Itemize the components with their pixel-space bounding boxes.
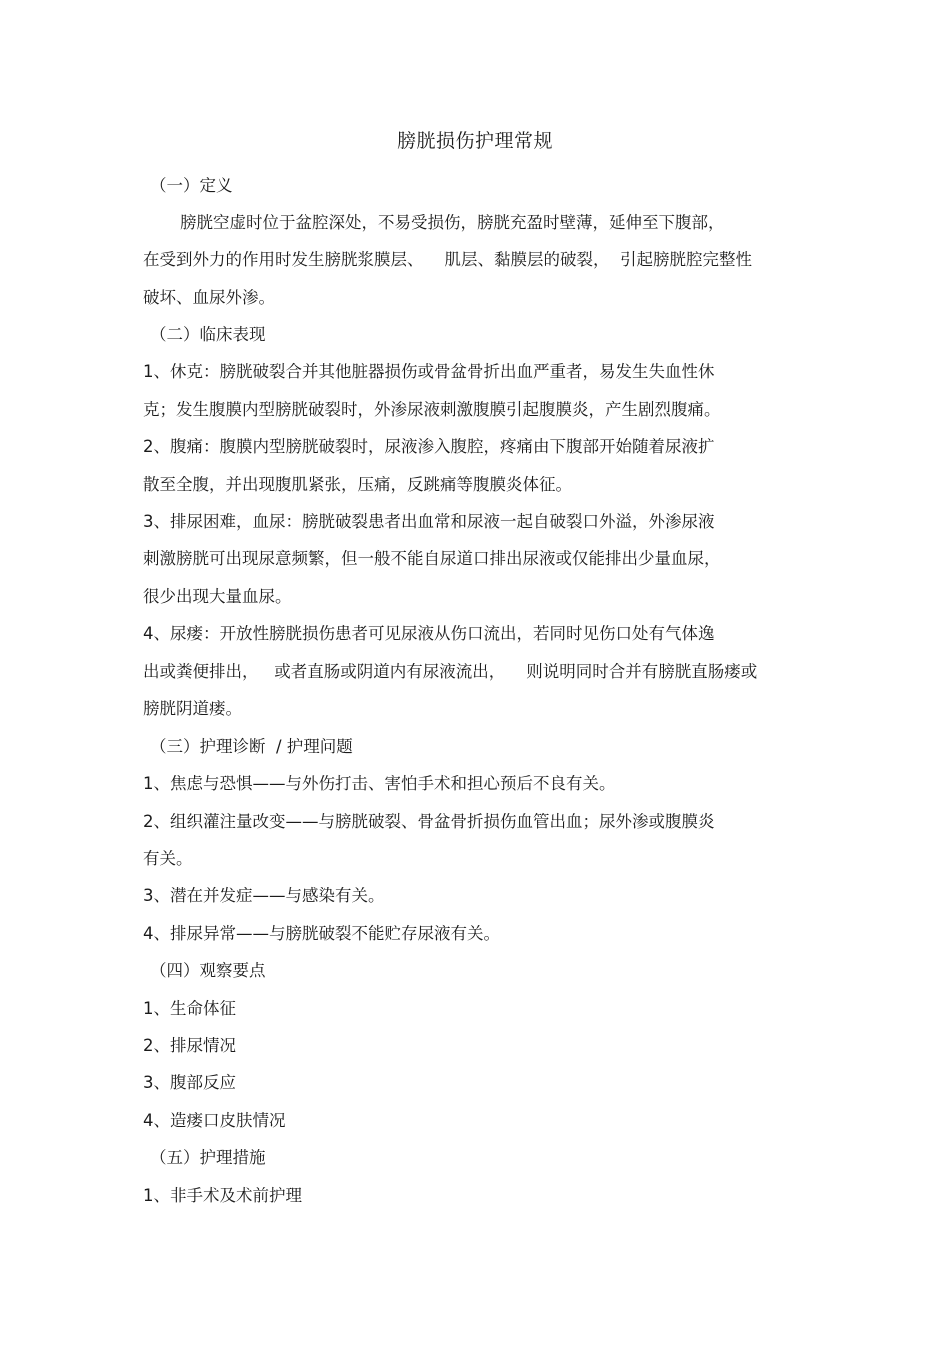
paragraph-line: 3、排尿困难，血尿：膀胱破裂患者出血常和尿液一起自破裂口外溢，外渗尿液 xyxy=(143,512,715,531)
list-item: 4、造瘘口皮肤情况 xyxy=(143,1111,286,1130)
paragraph-line: 4、尿瘘：开放性膀胱损伤患者可见尿液从伤口流出，若同时见伤口处有气体逸 xyxy=(143,624,715,643)
paragraph-line: 有关。 xyxy=(143,849,193,868)
paragraph-line: 在受到外力的作用时发生膀胱浆膜层、 肌层、黏膜层的破裂， 引起膀胱腔完整性 xyxy=(143,250,752,269)
paragraph-line: 破坏、血尿外渗。 xyxy=(143,288,275,307)
list-item: 2、排尿情况 xyxy=(143,1036,236,1055)
list-item: 1、焦虑与恐惧——与外伤打击、害怕手术和担心预后不良有关。 xyxy=(143,774,616,793)
paragraph-line: 1、休克：膀胱破裂合并其他脏器损伤或骨盆骨折出血严重者，易发生失血性休 xyxy=(143,362,715,381)
paragraph-line: 很少出现大量血尿。 xyxy=(143,587,292,606)
list-item: 3、潜在并发症——与感染有关。 xyxy=(143,886,385,905)
section-heading-observation: （四）观察要点 xyxy=(150,961,266,980)
section-heading-definition: （一）定义 xyxy=(150,176,233,195)
paragraph-line: 出或粪便排出， 或者直肠或阴道内有尿液流出， 则说明同时合并有膀胱直肠瘘或 xyxy=(143,662,758,681)
list-item: 3、腹部反应 xyxy=(143,1073,236,1092)
paragraph-line: 膀胱空虚时位于盆腔深处，不易受损伤，膀胱充盈时壁薄，延伸至下腹部， xyxy=(180,213,725,232)
section-heading-nursing-diagnosis: （三）护理诊断 / 护理问题 xyxy=(150,737,353,756)
list-item: 4、排尿异常——与膀胱破裂不能贮存尿液有关。 xyxy=(143,924,500,943)
page-title: 膀胱损伤护理常规 xyxy=(396,130,553,152)
paragraph-line: 散至全腹，并出现腹肌紧张，压痛，反跳痛等腹膜炎体征。 xyxy=(143,475,572,494)
list-item: 1、非手术及术前护理 xyxy=(143,1186,302,1205)
paragraph-line: 刺激膀胱可出现尿意频繁，但一般不能自尿道口排出尿液或仅能排出少量血尿， xyxy=(143,549,721,568)
section-heading-clinical: （二）临床表现 xyxy=(150,325,266,344)
paragraph-line: 2、腹痛：腹膜内型膀胱破裂时，尿液渗入腹腔，疼痛由下腹部开始随着尿液扩 xyxy=(143,437,715,456)
paragraph-line: 克；发生腹膜内型膀胱破裂时，外渗尿液刺激腹膜引起腹膜炎，产生剧烈腹痛。 xyxy=(143,400,721,419)
list-item: 2、组织灌注量改变——与膀胱破裂、骨盆骨折损伤血管出血；尿外渗或腹膜炎 xyxy=(143,812,715,831)
list-item: 1、生命体征 xyxy=(143,999,236,1018)
paragraph-line: 膀胱阴道瘘。 xyxy=(143,699,242,718)
section-heading-nursing-measures: （五）护理措施 xyxy=(150,1148,266,1167)
